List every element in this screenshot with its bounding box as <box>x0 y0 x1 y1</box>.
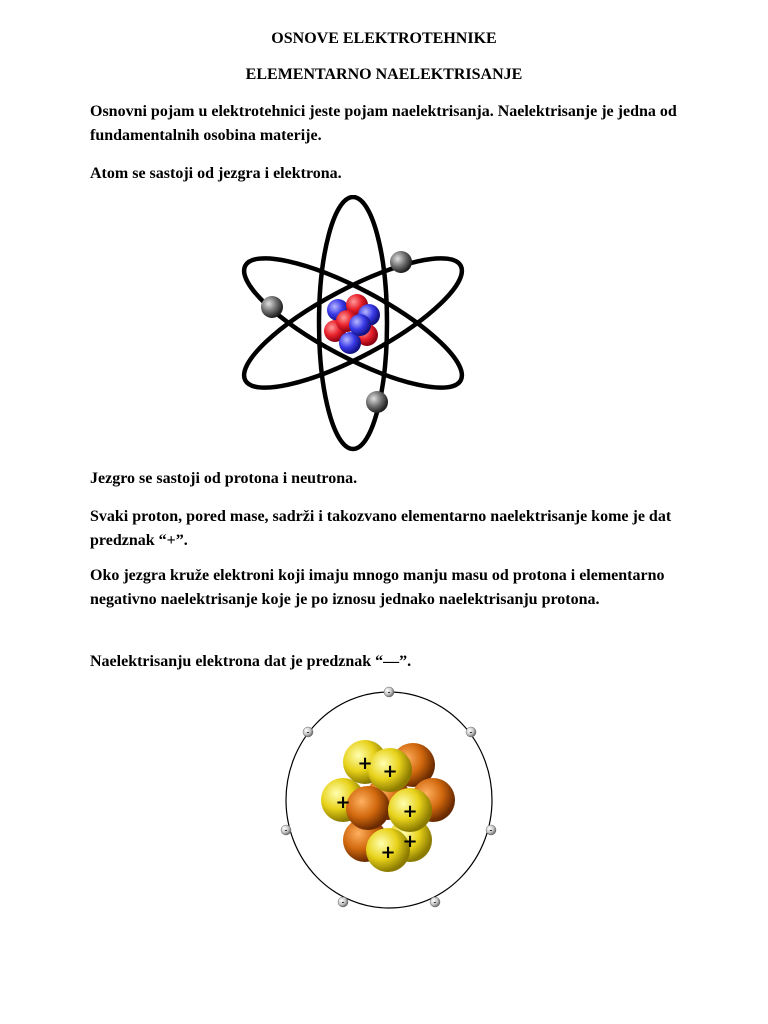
proton-sign: + <box>357 753 373 774</box>
paragraph-proton: Svaki proton, pored mase, sadrži i takozvano elementarno naelektrisanje kome je dat predznak “+”. <box>90 508 672 549</box>
electron-sign: - <box>469 728 473 737</box>
paragraph-nucleus: Jezgro se sastoji od protona i neutrona. <box>90 470 358 487</box>
paragraph-intro: Osnovni pojam u elektrotehnici jeste pojam naelektrisanja. Naelektrisanje je jedna od fundamentalnih osobina materije. <box>90 103 677 144</box>
proton-sign: + <box>380 842 396 863</box>
paragraph-electron: Oko jezgra kruže elektroni koji imaju mnogo manju masu od protona i elementarno negativno naelektrisanje koje je po iznosu jednako naelektrisanju protona. <box>90 567 665 608</box>
document-subtitle: ELEMENTARNO NAELEKTRISANJE <box>245 66 523 83</box>
electron-sign: - <box>341 898 345 907</box>
electron-sign: - <box>284 826 288 835</box>
electron-sign: - <box>433 898 437 907</box>
electron-1 <box>390 251 412 273</box>
document-title: OSNOVE ELEKTROTEHNIKE <box>271 30 497 47</box>
electron-sign: - <box>306 728 310 737</box>
atom-model-figure <box>235 195 470 457</box>
nucleus-charge-figure <box>270 680 510 920</box>
electron-sign: - <box>489 826 493 835</box>
nucleus <box>324 294 380 354</box>
proton-sign: + <box>382 761 398 782</box>
electron-2 <box>261 296 283 318</box>
paragraph-atom: Atom se sastoji od jezgra i elektrona. <box>90 165 342 182</box>
electron-3 <box>366 391 388 413</box>
proton-sign: + <box>402 801 418 822</box>
paragraph-electron-sign: Naelektrisanju elektrona dat je predznak “—”. <box>90 653 412 670</box>
proton-sign: + <box>335 792 351 813</box>
electron-sign: - <box>387 688 391 697</box>
proton-sign: + <box>402 831 418 852</box>
